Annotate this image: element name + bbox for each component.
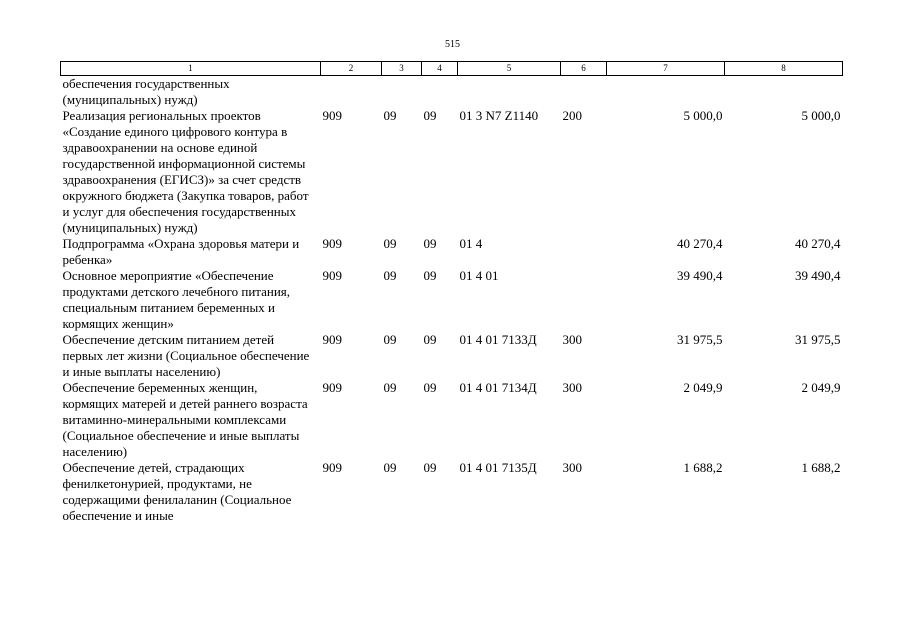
row-section: 09 xyxy=(383,460,397,475)
row-subsection: 09 xyxy=(423,460,437,475)
table-header xyxy=(61,62,843,76)
row-name: Подпрограмма «Охрана здоровья матери и ребенка» xyxy=(62,236,300,267)
header-col-1: 1 xyxy=(61,62,321,76)
row-name: Обеспечение беременных женщин, кормящих матерей и детей раннего возраста витаминно-минеральными комплексами (Социальное обеспечение и иные выплаты населению) xyxy=(62,380,308,459)
row-name: Реализация региональных проектов «Создание единого цифрового контура в здравоохранении на основе единой государственной информационной системы здравоохранения (ЕГИСЗ)» за счет средств окружного бюджета (Закупка товаров, работ и услуг для обеспечения государственных (муниципальных) нужд) xyxy=(62,108,309,235)
row-name: Обеспечение детским питанием детей первых лет жизни (Социальное обеспечение и иные выплаты населению) xyxy=(62,332,310,379)
budget-table xyxy=(60,61,843,524)
row-amount-col8: 1 688,2 xyxy=(801,460,841,475)
row-target-article: 01 4 01 7135Д xyxy=(459,460,537,475)
table-row xyxy=(61,268,843,332)
row-name: обеспечения государственных (муниципальных) нужд) xyxy=(62,76,230,107)
header-col-5: 5 xyxy=(458,62,561,76)
row-subsection: 09 xyxy=(423,268,437,283)
row-expense-type xyxy=(561,236,607,268)
row-subsection: 09 xyxy=(423,236,437,251)
header-row xyxy=(61,62,843,76)
row-name: Обеспечение детей, страдающих фенилкетонурией, продуктами, не содержащими фенилаланин (Социальное обеспечение и иные xyxy=(62,460,292,523)
table-row xyxy=(61,76,843,109)
row-ministry-code: 909 xyxy=(322,380,342,395)
row-amount-col8 xyxy=(725,76,843,109)
row-amount-col7: 31 975,5 xyxy=(677,332,723,347)
table-row xyxy=(61,380,843,460)
row-amount-col7: 40 270,4 xyxy=(677,236,723,251)
table-row xyxy=(61,332,843,380)
table-row xyxy=(61,460,843,524)
row-amount-col8: 5 000,0 xyxy=(801,108,841,123)
row-subsection: 09 xyxy=(423,332,437,347)
header-col-6: 6 xyxy=(561,62,607,76)
row-target-article: 01 4 xyxy=(459,236,483,251)
row-expense-type: 300 xyxy=(562,380,582,395)
table-row xyxy=(61,108,843,236)
row-expense-type: 300 xyxy=(562,332,582,347)
row-target-article: 01 3 N7 Z1140 xyxy=(459,108,539,123)
row-section: 09 xyxy=(383,332,397,347)
row-target-article: 01 4 01 7134Д xyxy=(459,380,537,395)
row-expense-type xyxy=(561,268,607,332)
row-section xyxy=(382,76,422,109)
row-expense-type: 200 xyxy=(562,108,582,123)
row-amount-col8: 39 490,4 xyxy=(795,268,841,283)
row-name: Основное мероприятие «Обеспечение продуктами детского лечебного питания, специальным питанием беременных и кормящих женщин» xyxy=(62,268,291,331)
row-target-article xyxy=(458,76,561,109)
row-target-article: 01 4 01 7133Д xyxy=(459,332,537,347)
row-ministry-code: 909 xyxy=(322,332,342,347)
header-col-7: 7 xyxy=(607,62,725,76)
row-amount-col8: 40 270,4 xyxy=(795,236,841,251)
header-col-3: 3 xyxy=(382,62,422,76)
row-amount-col8: 31 975,5 xyxy=(795,332,841,347)
row-section: 09 xyxy=(383,268,397,283)
row-expense-type: 300 xyxy=(562,460,582,475)
row-subsection: 09 xyxy=(423,108,437,123)
row-ministry-code: 909 xyxy=(322,460,342,475)
row-target-article: 01 4 01 xyxy=(459,268,499,283)
row-section: 09 xyxy=(383,108,397,123)
header-col-4: 4 xyxy=(422,62,458,76)
header-col-2: 2 xyxy=(321,62,382,76)
row-subsection: 09 xyxy=(423,380,437,395)
table-body xyxy=(61,76,843,525)
row-ministry-code xyxy=(321,76,382,109)
row-section: 09 xyxy=(383,236,397,251)
page-number: 515 xyxy=(445,39,460,50)
row-ministry-code: 909 xyxy=(322,236,342,251)
row-subsection xyxy=(422,76,458,109)
row-amount-col7: 5 000,0 xyxy=(683,108,723,123)
row-section: 09 xyxy=(383,380,397,395)
row-expense-type xyxy=(561,76,607,109)
row-amount-col7: 39 490,4 xyxy=(677,268,723,283)
row-amount-col8: 2 049,9 xyxy=(801,380,841,395)
table-row xyxy=(61,236,843,268)
row-amount-col7: 1 688,2 xyxy=(683,460,723,475)
row-ministry-code: 909 xyxy=(322,108,342,123)
row-ministry-code: 909 xyxy=(322,268,342,283)
row-amount-col7: 2 049,9 xyxy=(683,380,723,395)
row-amount-col7 xyxy=(607,76,725,109)
header-col-8: 8 xyxy=(725,62,843,76)
